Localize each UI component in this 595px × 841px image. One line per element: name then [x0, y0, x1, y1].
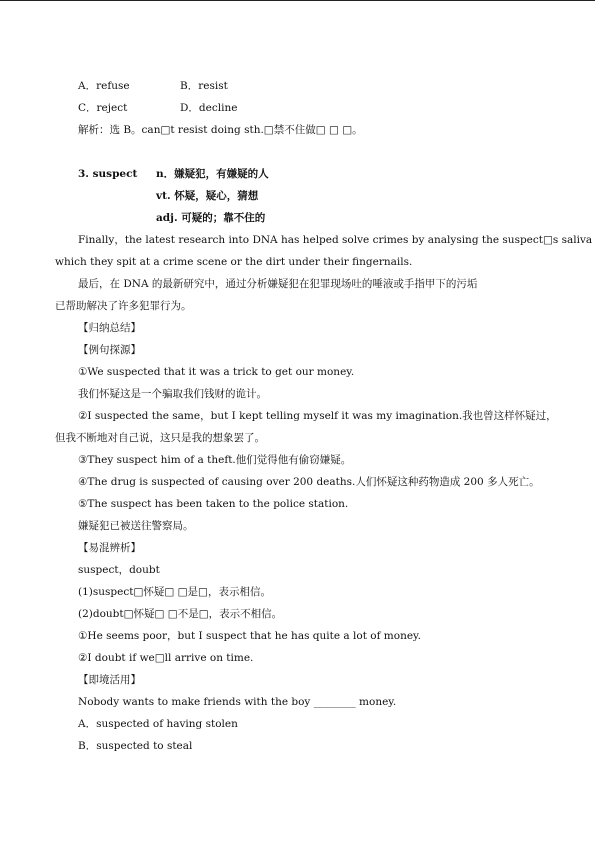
passage-en-line2: which they spit at a crime scene or the dirt under their fingernails. [55, 256, 413, 268]
entry-heading: 3. suspect [78, 168, 138, 180]
practice-option-b: B．suspected to steal [78, 740, 193, 752]
entry-adj-def: adj. 可疑的；靠不住的 [156, 212, 266, 224]
option-d: D．decline [180, 102, 238, 114]
example-5: ⑤The suspect has been taken to the police station. [78, 498, 349, 510]
passage-zh-line1: 最后，在 DNA 的最新研究中，通过分析嫌疑犯在犯罪现场吐的唾液或手指甲下的污垢 [78, 278, 478, 290]
confusion-suspect: (1)suspect□怀疑□ □是□，表示相信。 [78, 586, 271, 598]
entry-noun-def: n．嫌疑犯，有嫌疑的人 [156, 168, 269, 180]
entry-verb-def: vt. 怀疑，疑心，猜想 [156, 190, 259, 202]
example-3: ③They suspect him of a theft.他们觉得他有偷窃嫌疑。 [78, 454, 352, 466]
page-top-border [0, 0, 595, 1]
example-5-zh: 嫌疑犯已被送往警察局。 [78, 520, 194, 532]
option-a: A．refuse [78, 80, 130, 92]
confusion-pair: suspect，doubt [78, 564, 160, 576]
analysis-text: 解析：选 B。can□t resist doing sth.□禁不住做□ □ □。 [78, 124, 363, 136]
example-1: ①We suspected that it was a trick to get our money. [78, 366, 355, 378]
section-summary: 【归纳总结】 [78, 322, 141, 334]
option-b: B．resist [180, 80, 228, 92]
practice-option-a: A．suspected of having stolen [78, 718, 238, 730]
example-4: ④The drug is suspected of causing over 200 deaths.人们怀疑这种药物造成 200 多人死亡。 [78, 476, 540, 488]
passage-zh-line2: 已帮助解决了许多犯罪行为。 [55, 300, 192, 312]
option-c: C．reject [78, 102, 128, 114]
passage-en-line1: Finally，the latest research into DNA has helped solve crimes by analysing the suspect□s saliva [78, 234, 593, 246]
confusion-example-1: ①He seems poor，but I suspect that he has quite a lot of money. [78, 630, 421, 642]
section-confusion: 【易混辨析】 [78, 542, 141, 554]
practice-question: Nobody wants to make friends with the boy ________ money. [78, 696, 397, 708]
example-2-cont: 但我不断地对自己说，这只是我的想象罢了。 [55, 432, 265, 444]
section-practice: 【即境活用】 [78, 674, 141, 686]
confusion-doubt: (2)doubt□怀疑□ □不是□，表示不相信。 [78, 608, 283, 620]
example-2: ②I suspected the same，but I kept telling myself it was my imagination.我也曾这样怀疑过， [78, 410, 557, 422]
section-examples: 【例句探源】 [78, 344, 141, 356]
confusion-example-2: ②I doubt if we□ll arrive on time. [78, 652, 254, 664]
example-1-zh: 我们怀疑这是一个骗取我们钱财的诡计。 [78, 388, 267, 400]
